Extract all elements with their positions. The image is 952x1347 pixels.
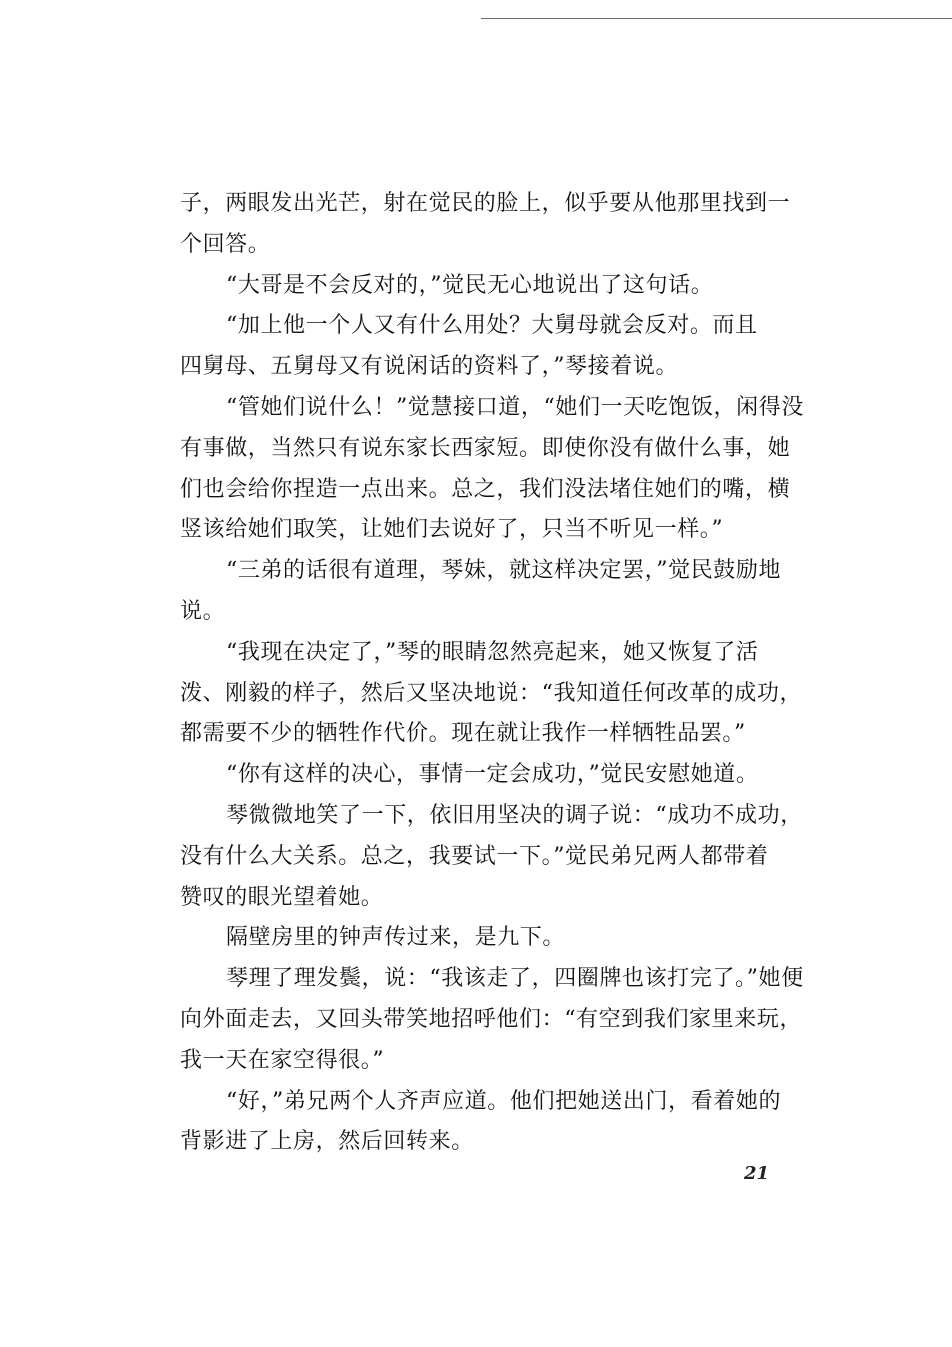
- text-line: 向外面走去，又回头带笑地招呼他们：“有空到我们家里来玩，: [180, 1006, 803, 1032]
- text-line: 背影进了上房，然后回转来。: [180, 1129, 474, 1155]
- text-line: 个回答。: [180, 231, 271, 257]
- text-line: 竖该给她们取笑，让她们去说好了，只当不听见一样。”: [180, 517, 724, 543]
- text-line: “加上他一个人又有什么用处？大舅母就会反对。而且: [226, 313, 758, 339]
- text-line: 赞叹的眼光望着她。: [180, 884, 384, 910]
- text-line: 琴理了理发鬓，说：“我该走了，四圈牌也该打完了。”她便: [226, 966, 804, 992]
- text-line: 泼、刚毅的样子，然后又坚决地说：“我知道任何改革的成功，: [180, 680, 803, 706]
- body-text: [180, 184, 804, 1163]
- text-line: 我一天在家空得很。”: [180, 1047, 385, 1073]
- text-line: “三弟的话很有道理，琴妹，就这样决定罢，”觉民鼓励地: [226, 558, 782, 584]
- text-line: “好，”弟兄两个人齐声应道。他们把她送出门，看着她的: [226, 1088, 782, 1114]
- text-line: 有事做，当然只有说东家长西家短。即使你没有做什么事，她: [180, 435, 791, 461]
- page-number: 21: [744, 1163, 770, 1184]
- text-line: “管她们说什么！”觉慧接口道，“她们一天吃饱饭，闲得没: [226, 394, 804, 420]
- text-line: 琴微微地笑了一下，依旧用坚决的调子说：“成功不成功，: [226, 802, 803, 828]
- text-line: “我现在决定了，”琴的眼睛忽然亮起来，她又恢复了活: [226, 639, 759, 665]
- text-line: 说。: [180, 598, 226, 624]
- text-line: 们也会给你捏造一点出来。总之，我们没法堵住她们的嘴，横: [180, 476, 791, 502]
- text-line: 子，两眼发出光芒，射在觉民的脸上，似乎要从他那里找到一: [180, 191, 791, 216]
- text-line: 四舅母、五舅母又有说闲话的资料了，”琴接着说。: [180, 354, 679, 380]
- text-line: “大哥是不会反对的，”觉民无心地说出了这句话。: [226, 272, 714, 298]
- text-line: 都需要不少的牺牲作代价。现在就让我作一样牺牲品罢。”: [180, 721, 746, 747]
- text-line: 隔壁房里的钟声传过来，是九下。: [226, 925, 566, 951]
- header-rule: [481, 18, 952, 19]
- text-line: 没有什么大关系。总之，我要试一下。”觉民弟兄两人都带着: [180, 843, 769, 869]
- text-line: “你有这样的决心，事情一定会成功，”觉民安慰她道。: [226, 762, 759, 788]
